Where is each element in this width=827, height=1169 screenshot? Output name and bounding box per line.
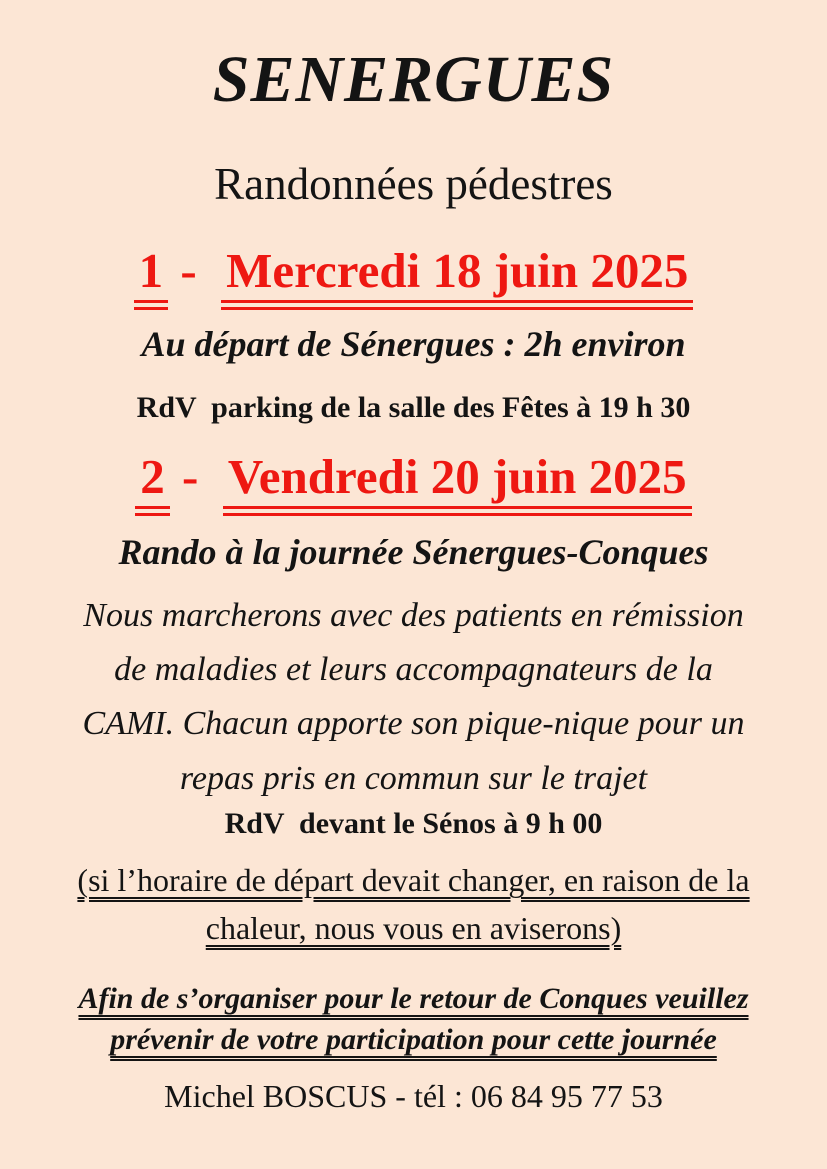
event1-description: Au départ de Sénergues : 2h environ [141,324,686,365]
event1-heading [0,241,827,301]
instruction-line: Afin de s’organiser pour le retour de Conques veuillez [78,982,749,1016]
event2-meeting: RdV devant le Sénos à 9 h 00 [224,807,603,841]
event2-notice [0,856,827,952]
event2-number: 2 [135,449,170,516]
instruction-line: prévenir de votre participation pour cette journée [110,1023,717,1057]
event2-date: Vendredi 20 juin 2025 [223,449,692,516]
event2-description: Rando à la journée Sénergues-Conques [118,532,709,573]
details-line: Nous marcherons avec des patients en rémission [83,596,744,634]
footer-instruction [0,978,827,1061]
contact-info: Michel BOSCUS - tél : 06 84 95 77 53 [164,1077,663,1114]
details-line: CAMI. Chacun apporte son pique-nique pour un [82,705,745,743]
event1-number: 1 [134,243,169,310]
event1-meeting: RdV parking de la salle des Fêtes à 19 h 30 [136,390,691,424]
event2-heading [0,447,827,507]
event1-date: Mercredi 18 juin 2025 [221,243,693,310]
poster-subtitle: Randonnées pédestres [214,158,613,209]
details-line: repas pris en commun sur le trajet [179,759,648,797]
notice-line: chaleur, nous vous en aviserons) [205,910,622,947]
event2-separator: - [169,448,223,504]
event2-details [0,589,827,807]
details-line: de maladies et leurs accompagnateurs de la [114,650,713,688]
notice-line: (si l’horaire de départ devait changer, en raison de la [77,862,750,899]
event1-separator: - [168,242,222,298]
poster-title: SENERGUES [212,43,615,116]
